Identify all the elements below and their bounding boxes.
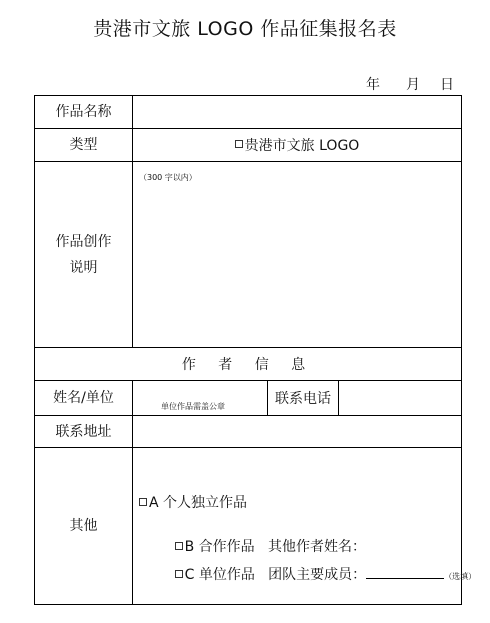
other-label: 其他 xyxy=(35,448,133,604)
type-option-label: 贵港市文旅 LOGO xyxy=(244,138,360,154)
name-unit-label: 姓名/单位 xyxy=(35,381,133,415)
option-c xyxy=(139,548,476,600)
description-hint: （300 字以内） xyxy=(139,173,197,182)
description-label-line1: 作品创作 xyxy=(55,233,112,250)
other-field xyxy=(133,448,477,604)
date-day: 日 xyxy=(440,77,454,93)
address-field[interactable] xyxy=(133,416,461,447)
registration-form-table xyxy=(34,95,477,605)
row-work-name xyxy=(35,96,461,129)
row-address xyxy=(35,416,461,448)
option-a-checkbox[interactable] xyxy=(139,498,147,506)
date-month: 月 xyxy=(406,77,420,93)
type-checkbox[interactable] xyxy=(235,140,243,148)
option-b-label: B 合作作品 其他作者姓名： xyxy=(184,539,367,555)
row-name-unit xyxy=(35,381,461,416)
option-a-label: A 个人独立作品 xyxy=(149,495,248,511)
team-members-blank[interactable] xyxy=(366,566,444,579)
unit-seal-note: 单位作品需盖公章 xyxy=(161,402,225,411)
row-description xyxy=(35,162,461,348)
type-field xyxy=(133,129,461,161)
author-section-heading: 作 者 信 息 xyxy=(181,357,315,373)
option-a xyxy=(139,492,247,512)
phone-field[interactable] xyxy=(339,381,461,415)
option-c-checkbox[interactable] xyxy=(175,570,183,578)
description-label-line2: 说明 xyxy=(69,259,98,276)
row-type xyxy=(35,129,461,162)
date-line xyxy=(366,74,454,94)
work-name-field[interactable] xyxy=(133,96,461,128)
work-name-label: 作品名称 xyxy=(35,96,133,128)
row-author-section xyxy=(35,348,461,381)
description-label xyxy=(35,162,133,347)
description-field[interactable] xyxy=(133,162,461,347)
date-year: 年 xyxy=(366,77,380,93)
option-c-label: C 单位作品 团队主要成员： xyxy=(184,567,367,583)
address-label: 联系地址 xyxy=(35,416,133,447)
optional-note: （选填） xyxy=(444,572,477,581)
form-title: 贵港市文旅 LOGO 作品征集报名表 xyxy=(93,18,397,40)
phone-label: 联系电话 xyxy=(267,381,339,415)
row-other xyxy=(35,448,477,604)
name-unit-field[interactable] xyxy=(133,381,461,415)
type-label: 类型 xyxy=(35,129,133,161)
